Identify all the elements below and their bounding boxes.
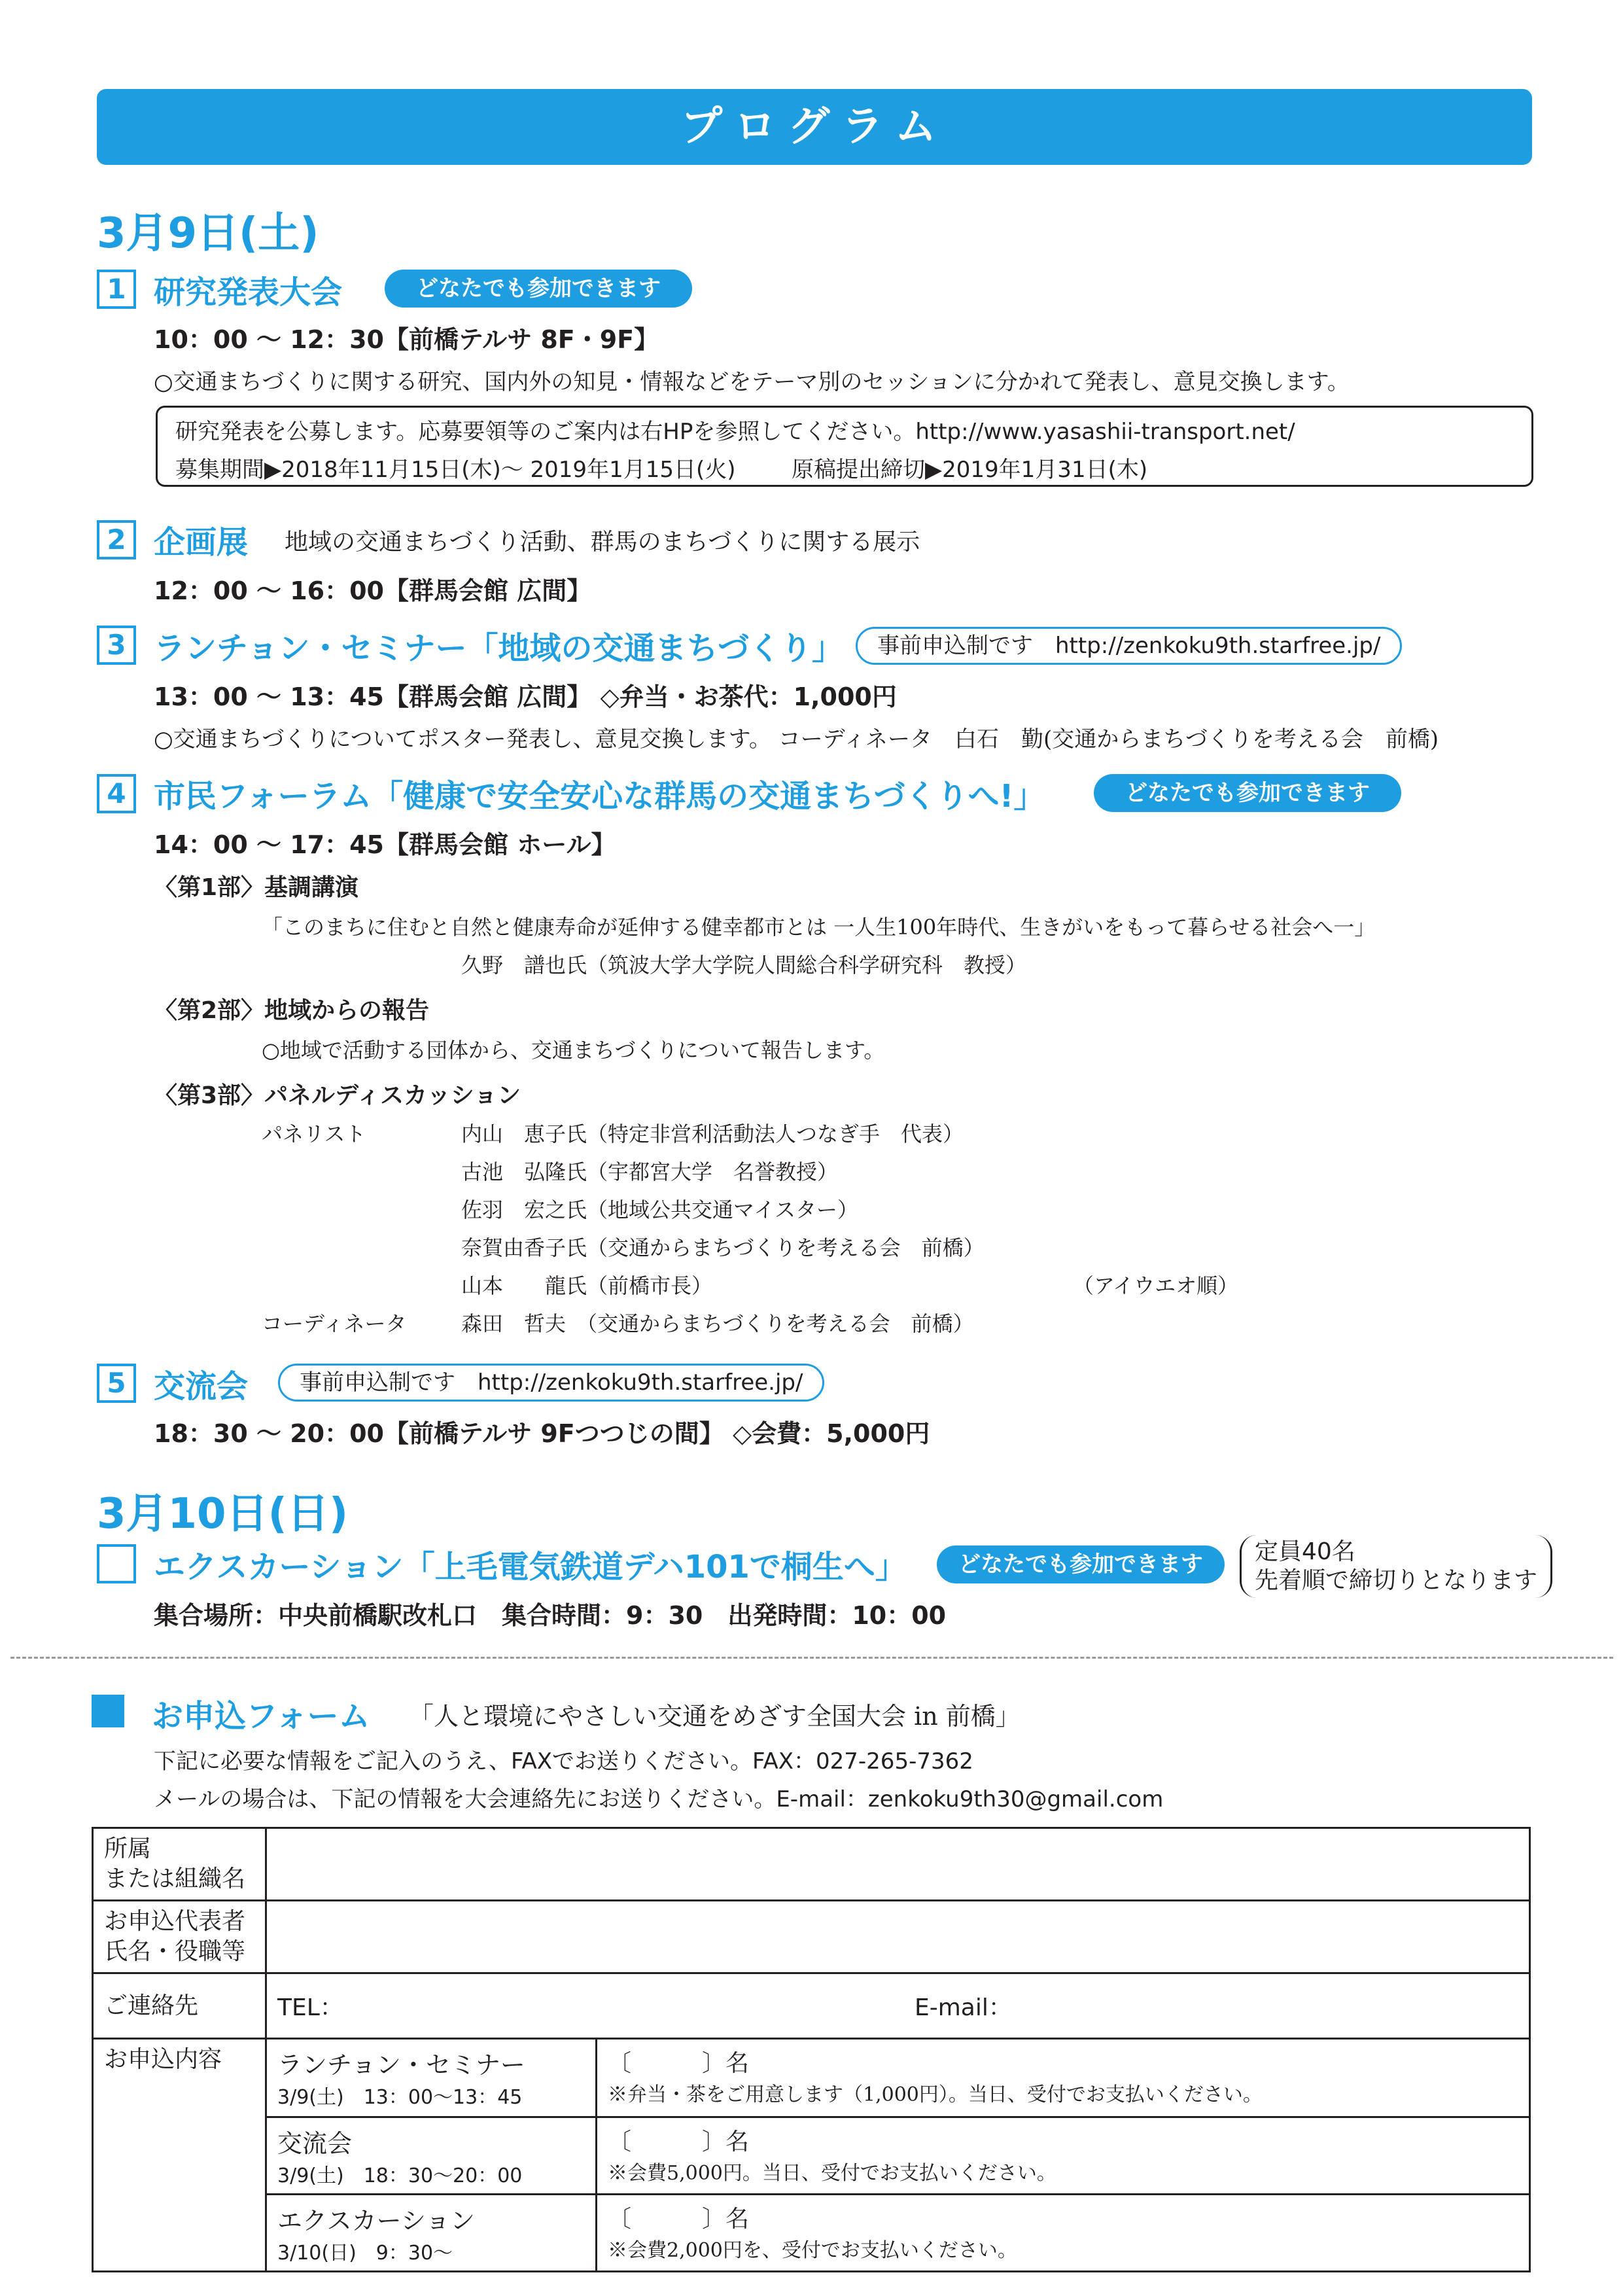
excursion-note: ※会費2,000円を、受付でお支払いください。 (608, 2239, 1017, 2262)
representative-label-cell (93, 1901, 266, 1973)
excursion-count-cell[interactable] (597, 2195, 1530, 2272)
call-for-papers-text: 研究発表を公募します。応募要領等のご案内は右HPを参照してください。http://www.yasashii-transport.net/ (175, 419, 1295, 445)
part3-label: 〈第3部〉パネルディスカッション (154, 1082, 521, 1109)
section-number-2: 2 (97, 520, 136, 559)
contact-input-cell[interactable] (266, 1973, 1530, 2039)
networking-when: 3/9(土) 18：30〜20：00 (277, 2164, 523, 2187)
keynote-speaker: 久野 譜也氏（筑波大学大学院人間総合科学研究科 教授） (461, 953, 1027, 978)
section-number-1: 1 (97, 270, 136, 309)
section2-title: 企画展 (154, 524, 249, 561)
day1-date: 3月9日(土) (97, 209, 319, 258)
keynote-title: 「このまちに住むと自然と健康寿命が延伸する健幸都市とは 一人生100年時代、生きがいをもって暮らせる社会へ一」 (262, 915, 1376, 940)
section2-subtitle: 地域の交通まちづくり活動、群馬のまちづくりに関する展示 (285, 529, 920, 556)
part2-label: 〈第2部〉地域からの報告 (154, 997, 430, 1024)
content-label: お申込内容 (104, 2046, 222, 2073)
networking-note: ※会費5,000円。当日、受付でお支払いください。 (608, 2162, 1056, 2185)
capacity-note (1240, 1535, 1552, 1598)
tel-label: TEL： (277, 1994, 343, 2021)
email-instruction: メールの場合は、下記の情報を大会連絡先にお送りください。E-mail：zenkoku9th30@gmail.com (154, 1786, 1164, 1812)
section3-time: 13：00 〜 13：45【群馬会館 広間】 ◇弁当・お茶代：1,000円 (154, 682, 897, 711)
section3-title: ランチョン・セミナー「地域の交通まちづくり」 (154, 630, 844, 667)
excursion-cell (266, 2195, 597, 2272)
day2-date: 3月10日(日) (97, 1490, 349, 1538)
fax-instruction: 下記に必要な情報をご記入のうえ、FAXでお送りください。FAX：027-265-7362 (154, 1748, 973, 1775)
coordinator-label: コーディネータ (262, 1311, 407, 1336)
org-label-line1: 所属 (104, 1835, 152, 1862)
networking-cell (266, 2117, 597, 2195)
excursion-title: エクスカーション「上毛電気鉄道デハ101で桐生へ」 (154, 1549, 907, 1585)
panelist-3: 佐羽 宏之氏（地域公共交通マイスター） (461, 1197, 859, 1222)
contact-label-cell (93, 1973, 266, 2039)
email-label: E-mail： (915, 1994, 1012, 2021)
open-to-all-badge: どなたでも参加できます (385, 270, 692, 308)
panelist-1: 内山 恵子氏（特定非営利活動法人つなぎ手 代表） (461, 1122, 964, 1146)
call-for-papers-period: 募集期間▶2018年11月15日(木)〜 2019年1月15日(火) (175, 457, 736, 483)
lunch-seminar-name: ランチョン・セミナー (277, 2051, 525, 2079)
open-to-all-badge-3: どなたでも参加できます (937, 1545, 1225, 1583)
section1-desc: ○交通まちづくりに関する研究、国内外の知見・情報などをテーマ別のセッションに分かれて発表し、意見交換します。 (154, 369, 1350, 395)
capacity-line1: 定員40名 (1255, 1538, 1355, 1565)
excursion-when: 3/10(日) 9：30〜 (277, 2242, 453, 2265)
section-number-3: 3 (97, 626, 136, 665)
section4-title: 市民フォーラム「健康で安全安心な群馬の交通まちづくりへ!」 (154, 778, 1045, 815)
representative-input-cell[interactable] (266, 1901, 1530, 1973)
open-to-all-badge-2: どなたでも参加できます (1094, 774, 1401, 812)
excursion-name: エクスカーション (277, 2206, 476, 2235)
order-note: （アイウエオ順） (1073, 1273, 1239, 1298)
networking-count[interactable]: 〔 〕名 (608, 2128, 750, 2155)
org-label-line2: または組織名 (104, 1865, 246, 1892)
page-title-banner: プログラム (97, 89, 1532, 165)
networking-count-cell[interactable] (597, 2117, 1530, 2195)
excursion-checkbox-icon (97, 1544, 136, 1583)
section1-title: 研究発表大会 (154, 274, 343, 311)
org-label-cell (93, 1828, 266, 1901)
registration-required-badge: 事前申込制です http://zenkoku9th.starfree.jp/ (856, 627, 1402, 665)
form-subtitle: 「人と環境にやさしい交通をめざす全国大会 in 前橋」 (409, 1702, 1021, 1731)
part2-desc: ○地域で活動する団体から、交通まちづくりについて報告します。 (262, 1038, 885, 1063)
section-number-5: 5 (97, 1364, 136, 1403)
section5-title: 交流会 (154, 1368, 249, 1405)
lunch-seminar-note: ※弁当・茶をご用意します（1,000円）。当日、受付でお支払いください。 (608, 2083, 1263, 2106)
org-input-cell[interactable] (266, 1828, 1530, 1901)
panelist-2: 古池 弘隆氏（宇都宮大学 名誉教授） (461, 1159, 839, 1184)
application-form-table (92, 1827, 1531, 2272)
part1-label: 〈第1部〉基調講演 (154, 874, 359, 901)
call-for-papers-deadline: 原稿提出締切▶2019年1月31日(木) (792, 457, 1148, 483)
excursion-count[interactable]: 〔 〕名 (608, 2206, 750, 2233)
section1-time: 10：00 〜 12：30【前橋テルサ 8F・9F】 (154, 325, 659, 354)
lunch-seminar-when: 3/9(土) 13：00〜13：45 (277, 2086, 523, 2109)
section5-time: 18：30 〜 20：00【前橋テルサ 9Fつつじの間】 ◇会費：5,000円 (154, 1419, 930, 1448)
rep-label-line1: お申込代表者 (104, 1908, 246, 1935)
panelist-5: 山本 龍氏（前橋市長） (461, 1273, 713, 1298)
registration-required-badge-2: 事前申込制です http://zenkoku9th.starfree.jp/ (278, 1364, 824, 1402)
section4-time: 14：00 〜 17：45【群馬会館 ホール】 (154, 830, 616, 859)
lunch-seminar-count[interactable]: 〔 〕名 (608, 2050, 750, 2077)
section-number-4: 4 (97, 774, 136, 813)
cut-line-divider (10, 1657, 1613, 1659)
excursion-meeting-info: 集合場所：中央前橋駅改札口 集合時間：9：30 出発時間：10：00 (154, 1601, 947, 1630)
form-marker-icon (92, 1695, 124, 1727)
panelist-4: 奈賀由香子氏（交通からまちづくりを考える会 前橋） (461, 1235, 985, 1260)
section2-time: 12：00 〜 16：00【群馬会館 広間】 (154, 576, 592, 605)
content-label-cell (93, 2039, 266, 2272)
capacity-line2: 先着順で締切りとなります (1255, 1567, 1538, 1594)
coordinator-name: 森田 哲夫 （交通からまちづくりを考える会 前橋） (461, 1311, 974, 1336)
contact-label: ご連絡先 (104, 1992, 199, 2019)
lunch-seminar-cell (266, 2039, 597, 2117)
lunch-seminar-count-cell[interactable] (597, 2039, 1530, 2117)
panelist-label: パネリスト (262, 1122, 366, 1146)
form-title: お申込フォーム (152, 1698, 370, 1735)
networking-name: 交流会 (277, 2129, 353, 2158)
section3-desc: ○交通まちづくりについてポスター発表し、意見交換します。 コーディネータ 白石 勤(交通からまちづくりを考える会 前橋) (154, 726, 1439, 752)
rep-label-line2: 氏名・役職等 (104, 1938, 246, 1965)
